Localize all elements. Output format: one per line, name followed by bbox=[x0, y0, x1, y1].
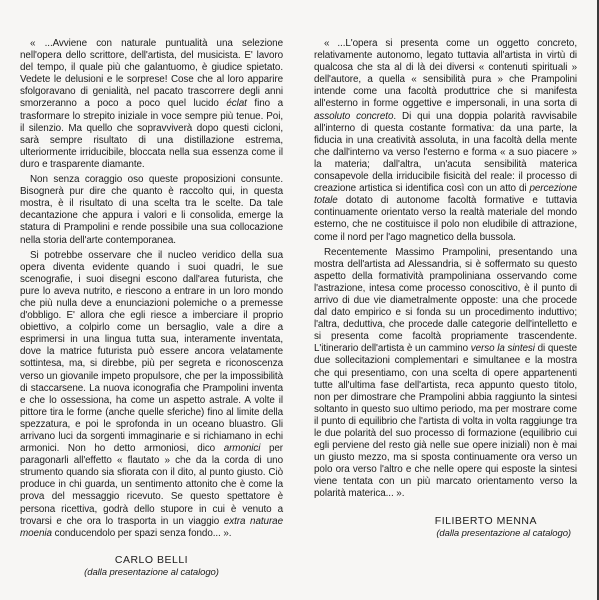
right-paragraph-1: « ...L'opera si presenta come un oggetto concreto, relativamente autonomo, legato tuttavia all'artista in virtù di qualcosa che sta al di là dei diversi « contenuti spirituali » dell'autore, a quella « sensibilità pura » che Prampolini intende come una facoltà produttrice che si manifesta all'esterno in forme oggettive e impersonali, in una sorta di assoluto concreto. Di qui una doppia polarità ravvisabile all'interno di questa costante formativa: da una parte, la fiducia in una creatività assoluta, in una facoltà della mente che dall'interno va verso l'esterno e forma « a suo piacere » la materia; dall'altra, un'acuta sensibilità materica consapevole della irriducibile fisicità del reale: il processo di creazione artistica si identifica così con un atto di percezione totale dotato di autonome facoltà formative e tuttavia continuamente orientato verso la realtà materiale del mondo esterno, che ne costituisce il polo non eludibile di attrazione, come il nord per l'ago magnetico della bussola. bbox=[314, 38, 577, 243]
left-signature bbox=[20, 554, 283, 579]
right-signature bbox=[314, 515, 571, 540]
author-name: CARLO BELLI bbox=[114, 553, 189, 566]
author-source: (dalla presentazione al catalogo) bbox=[436, 527, 571, 539]
left-paragraph-2: Non senza coraggio oso queste proposizioni consunte. Bisognerà pur dire che quanto è raccolto qui, in questa mostra, è il risultato di una scelta tra le scelte. Da tale decantazione che appura i valori e li consolida, emerge la statura di Prampolini e rende possibile una sua collocazione nella storia dell'arte contemporanea. bbox=[20, 174, 283, 246]
left-column bbox=[20, 38, 283, 579]
right-column bbox=[314, 38, 577, 540]
author-name: FILIBERTO MENNA bbox=[434, 514, 537, 527]
left-paragraph-1: « ...Avviene con naturale puntualità una selezione nell'opera dello scrittore, dell'artista, del musicista. E' lavoro del tempo, il quale più che galantuomo, è giudice spietato. Vedete le delusioni e le sorprese! Cose che al loro apparire sfolgoravano di genialità, nel pacato trascorrere degli anni smorzeranno a poco a poco quel lucido éclat fino a trasformare lo strepito iniziale in voce sempre più tenue. Poi, il silenzio. Ma quello che sopravviverà dopo questi cicloni, sarà sempre risultato di una distillazione estrema, ulteriormente irriducibile, bloccata nella sua essenza come il duro e trasparente diamante. bbox=[20, 38, 284, 170]
left-paragraph-3: Si potrebbe osservare che il nucleo veridico della sua opera diventa evidente quando i suoi quadri, le sue scenografie, i suoi disegni escono dall'area futurista, che pure lo aveva nutrito, e riescono a entrare in un loro mondo che più nulla deve a enunciazioni polemiche o a premesse d'obbligo. E' allora che egli riesce a imberciare il proprio obiettivo, a colpirlo come un bersaglio, vale a dire a esprimersi in una lingua tutta sua, interamente inventata, dove la matrice futurista può essere ancora velatamente sottintesa, ma, si direbbe, più per segreta e riconoscenza verso un giovanile impeto propulsore, che per la impossibilità di staccarsene. La nuova iconografia che Prampolini inventa e che lo ossessiona, ha come un aspetto astrale. A volte il pittore tira le forme (anche quelle sferiche) fino al limite della spezzatura, e poi le sprofonda in un oceano bluastro. Gli arrivano luci da sorgenti immaginarie e si richiamano in echi armonici. Non ho detto armoniosi, dico armonici per paragonarli all'effetto « flautato » che da la corda di uno strumento quando sia sfiorata con il dito, al punto giusto. Ciò produce in chi guarda, un sentimento attonito che è come la prova del messaggio ricevuto. Se questo spettatore è persona ricettiva, godrà dello stupore in cui è venuto a trovarsi e che ora lo trasporta in un viaggio extra naturae moenia conducendolo per spazi senza fondo... ». bbox=[20, 249, 283, 539]
right-paragraph-2: Recentemente Massimo Prampolini, presentando una mostra dell'artista ad Alessandria, si è soffermato su questo aspetto della formatività prampoliniana osservando come l'astrazione, intesa come processo conoscitivo, è il punto di arrivo di due vie diametralmente opposte: una che procede dal dato empirico e si fonda su un procedimento induttivo; l'altra, deduttiva, che procede dalle categorie dell'intelletto e si presenta come facoltà propriamente trascendente. L'itinerario dell'artista è un cammino verso la sintesi di queste due sollecitazioni complementari e simultanee e la mostra che qui presentiamo, con una scelta di opere appartenenti tutte all'ultima fase dell'artista, reca appunto questo titolo, non per dimostrare che Prampolini abbia raggiunto la sintesi soltanto in questo suo ultimo periodo, ma per mostrare come il punto di equilibrio che l'artista di volta in volta raggiunge tra le due polarità del suo processo di formazione (equilibrio cui egli perviene del resto già nelle sue opere iniziali) non è mai un giusto mezzo, ma si sposta continuamente ora verso un polo ora verso l'altro e che nelle opere qui esposte la sintesi viene tentata con un più marcato orientamento verso la polarità materica... ». bbox=[314, 246, 578, 500]
author-source: (dalla presentazione al catalogo) bbox=[84, 566, 219, 578]
